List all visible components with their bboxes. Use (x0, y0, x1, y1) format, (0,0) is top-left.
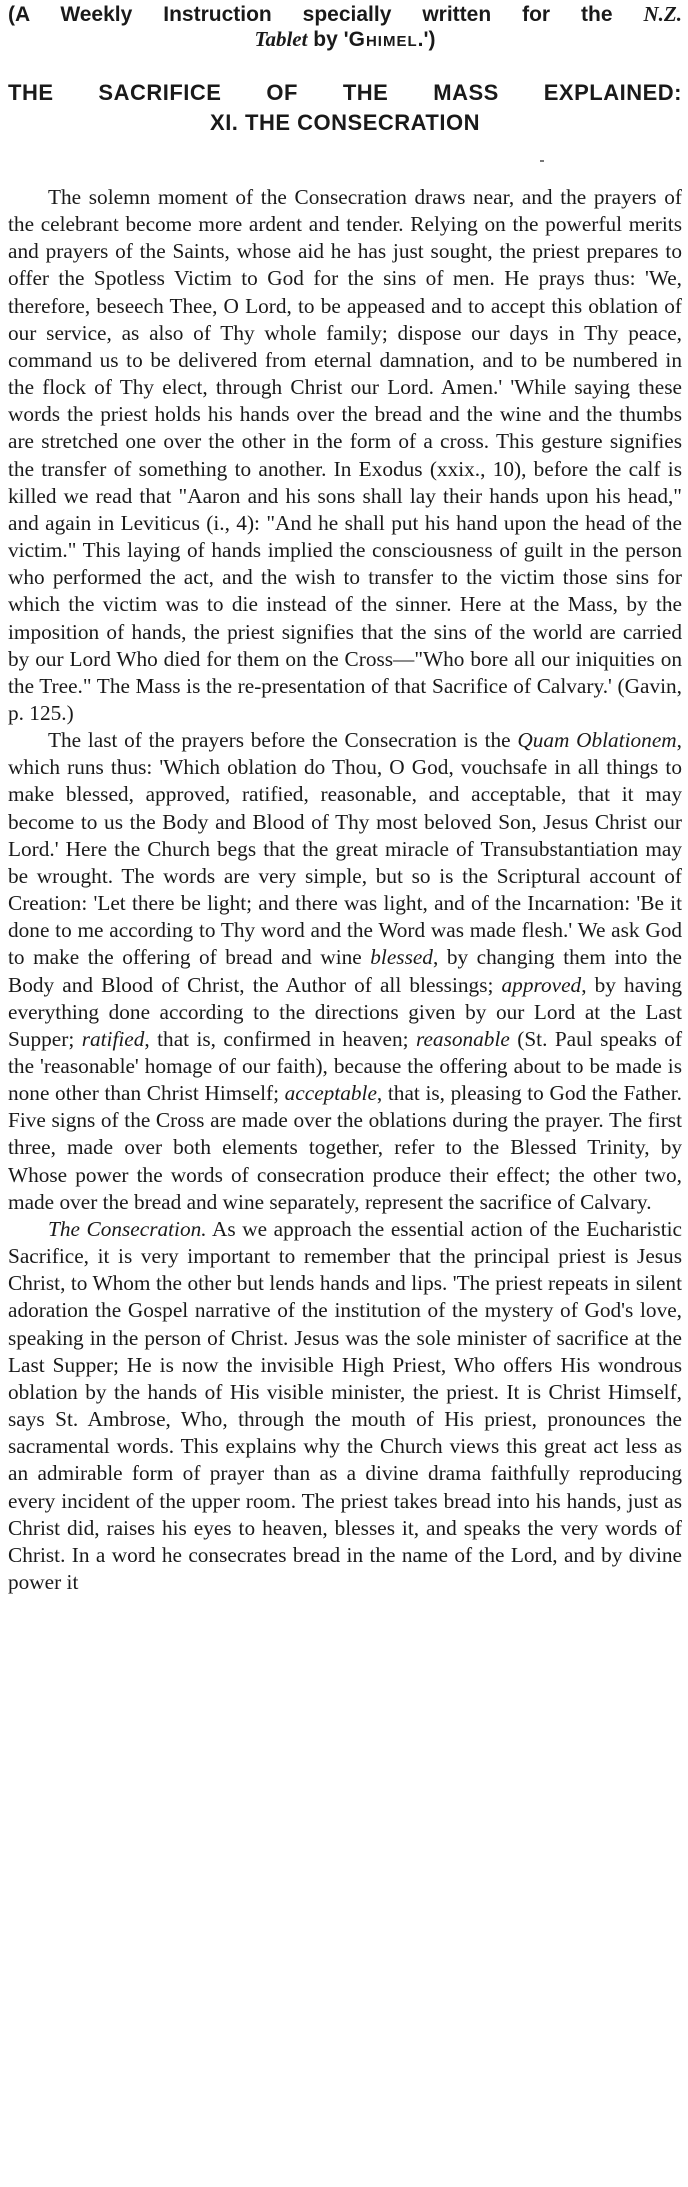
p3-italic-lead: The Consecration. (48, 1216, 207, 1241)
article-headline (8, 78, 682, 138)
article-page (0, 2, 688, 2187)
p2-italic-quam-oblationem: Quam Oblationem (517, 728, 677, 753)
paragraph-3 (8, 1216, 682, 1596)
byline-close: .') (417, 28, 436, 51)
p2-text-i: , that is, confirmed in heaven; (144, 1026, 409, 1051)
headline-line-2: XI. THE CONSECRATION (210, 110, 480, 135)
article-body (8, 184, 682, 1596)
byline-intro: (A Weekly Instruction specially written for the (8, 3, 613, 26)
p3-text: As we approach the essential action of the Eucharistic Sacrifice, it is very important to remember that the principal priest is Jesus Christ, to Whom the other but lends hands and lips. 'The priest repeats in silent adoration the Gospel narrative of the institution of the mystery of God's love, speaking in the person of Christ. Jesus was the sole minister of sacrifice at the Last Supper; He is now the invisible High Priest, Who offers His wondrous oblation by the hands of His visible minister, the priest. It is Christ Himself, says St. Ambrose, Who, through the mouth of His priest, pronounces the sacramental words. This explains why the Church views this great act less as an admirable form of prayer than as a divine drama faithfully reproducing every incident of the upper room. The priest takes bread into his hands, just as Christ did, raises his eyes to heaven, blesses it, and speaks the very words of Christ. In a word he consecrates bread in the name of the Lord, and by divine power it (8, 1216, 683, 1594)
headline-line-1: THE SACRIFICE OF THE MASS EXPLAINED: (8, 80, 682, 105)
p2-italic-blessed: blessed (370, 945, 433, 970)
print-speck (540, 160, 544, 162)
p2-text-a: The last of the prayers before the Consecration is the (48, 728, 511, 753)
p2-italic-approved: approved (501, 972, 582, 997)
p2-text-m: , that is, pleasing to God the Father. Five signs of the Cross are made over the oblations during the prayer. The first three, made over both elements together, refer to the Blessed Trinity, by Whose power the words of consecration produce their effect; the other two, made over the bread and wine separately, represent the sacrifice of Calvary. (8, 1081, 682, 1214)
p2-text-c: , which runs thus: 'Which oblation do Thou, O God, vouchsafe in all things to make blessed, approved, ratified, reasonable, and acceptable, that it may become to us the Body and Blood of Thy most beloved Son, Jesus Christ our Lord.' Here the Church begs that the great miracle of Transubstantiation may be wrought. The words are very simple, but so is the Scriptural account of Creation: 'Let there be light; and there was light, and of the Incarnation: 'Be it done to me according to Thy word and the Word was made flesh.' We ask God to make the offering of bread and wine (8, 728, 682, 970)
byline-line-1 (8, 2, 682, 27)
p2-italic-ratified: ratified (81, 1026, 145, 1051)
p2-text-e: , by changing them into the Body and Blood of Christ, the Author of all blessings; (8, 945, 682, 997)
byline-line-2 (255, 28, 436, 51)
byline-by: by ' (313, 28, 349, 51)
paragraph-2 (8, 727, 682, 1216)
p2-text-k: (St. Paul speaks of the 'reasonable' homage of our faith), because the offering about to be made is none other than Christ Himself; (8, 1026, 683, 1106)
p2-text-g: , by having everything done according to the directions given by our Lord at the Last Supper; (8, 972, 683, 1051)
byline-author: Ghimel (348, 28, 418, 51)
p2-italic-acceptable: acceptable (284, 1081, 377, 1106)
paragraph-1: The solemn moment of the Consecration draws near, and the prayers of the celebrant become more ardent and tender. Relying on the powerful merits and prayers of the Saints, whose aid he has just sought, the priest prepares to offer the Spotless Victim to God for the sins of men. He prays thus: 'We, therefore, beseech Thee, O Lord, to be appeased and to accept this oblation of our service, as also of Thy whole family; dispose our days in Thy peace, command us to be delivered from eternal damnation, and to be numbered in the flock of Thy elect, through Christ our Lord. Amen.' 'While saying these words the priest holds his hands over the bread and the wine and the thumbs are stretched one over the other in the form of a cross. This gesture signifies the transfer of something to another. In Exodus (xxix., 10), before the calf is killed we read that "Aaron and his sons shall lay their hands upon his head," and again in Leviticus (i., 4): "And he shall put his hand upon the head of the victim." This laying of hands implied the consciousness of guilt in the person who performed the act, and the wish to transfer to the victim those sins for which the victim was to die instead of the sinner. Here at the Mass, by the imposition of hands, the priest signifies that the sins of the world are carried by our Lord Who died for them on the Cross—"Who bore all our iniquities on the Tree." The Mass is the re-presentation of that Sacrifice of Calvary.' (Gavin, p. 125.) (8, 185, 682, 725)
byline-publication: Tablet (254, 27, 308, 51)
byline-nz: N.Z. (643, 2, 682, 26)
p2-italic-reasonable: reasonable (415, 1026, 510, 1051)
byline (8, 2, 682, 52)
